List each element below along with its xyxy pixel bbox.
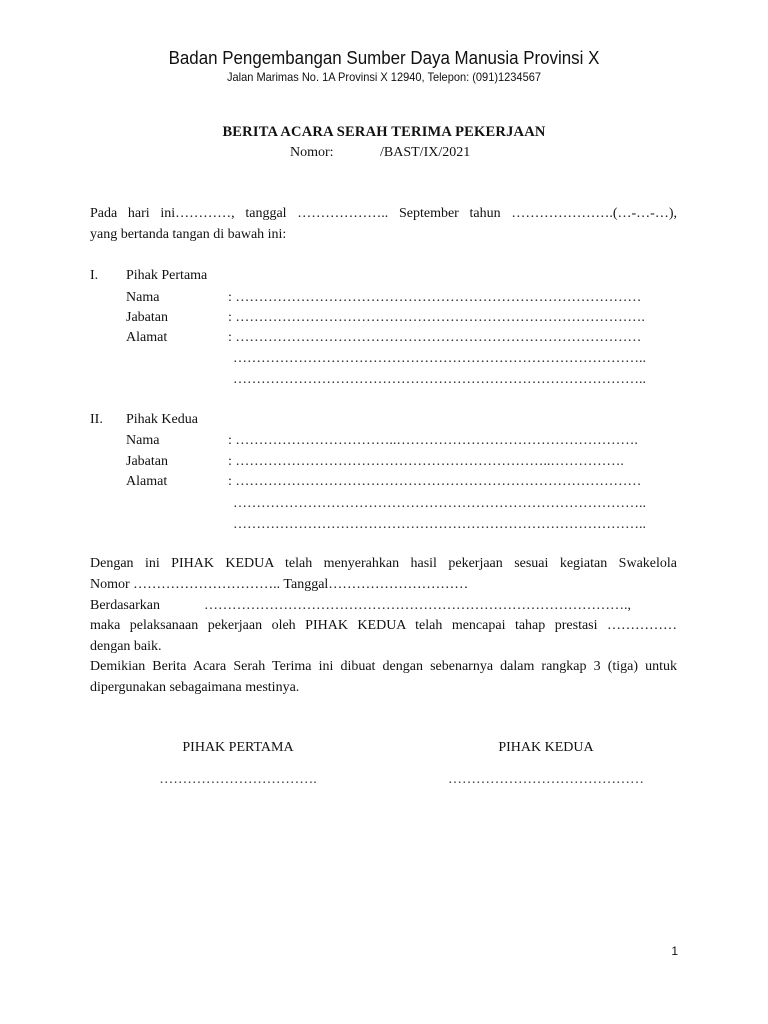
body-line: Nomor ………………………….. Tanggal…………………………	[90, 577, 469, 592]
document-number-value: /BAST/IX/2021	[380, 145, 471, 160]
document-title: BERITA ACARA SERAH TERIMA PEKERJAAN	[222, 124, 546, 140]
party1-address-label: Alamat	[126, 330, 168, 345]
body-line-label: Berdasarkan	[90, 598, 160, 613]
intro-line: Pada hari ini…………, tanggal ……………….. September tahun ………………….(…-…-…),	[90, 206, 677, 221]
party2-address-extra: ……………………………………………………………………………..	[233, 517, 646, 532]
signature-label-first-party: PIHAK PERTAMA	[182, 740, 294, 755]
body-line: maka pelaksanaan pekerjaan oleh PIHAK KEDUA telah mencapai tahap prestasi ……………	[90, 618, 677, 633]
party1-numeral: I.	[90, 268, 99, 283]
organization-address: Jalan Marimas No. 1A Provinsi X 12940, Telepon: (091)1234567	[226, 70, 542, 84]
party2-numeral: II.	[90, 412, 103, 427]
party1-address-dots: : ……………………………………………………………………………	[228, 330, 642, 345]
party2-address-dots: : ……………………………………………………………………………	[228, 474, 642, 489]
party2-position-dots: : …………………………………………………………..…………….	[228, 454, 624, 469]
party2-address-label: Alamat	[126, 474, 168, 489]
party2-name-dots: : ……………………………..…………………………………………….	[228, 433, 638, 448]
signature-line-second-party: ……………………………………	[448, 772, 644, 787]
party1-name-dots: : ……………………………………………………………………………	[228, 290, 642, 305]
party1-position-dots: : …………………………………………………………………………….	[228, 310, 645, 325]
organization-name: Badan Pengembangan Sumber Daya Manusia Provinsi X	[168, 48, 600, 68]
intro-line: yang bertanda tangan di bawah ini:	[90, 227, 287, 242]
signature-line-first-party: …………………………….	[159, 772, 317, 787]
body-line: dengan baik.	[90, 639, 162, 654]
party2-address-extra: ……………………………………………………………………………..	[233, 496, 646, 511]
body-line: Dengan ini PIHAK KEDUA telah menyerahkan hasil pekerjaan sesuai kegiatan Swakelola	[90, 556, 677, 571]
party2-position-label: Jabatan	[126, 454, 168, 469]
body-line-dots: ……………………………………………………………………………….,	[204, 598, 631, 613]
party1-address-extra: ……………………………………………………………………………..	[233, 372, 646, 387]
party1-address-extra: ……………………………………………………………………………..	[233, 351, 646, 366]
document-number-label: Nomor:	[290, 145, 334, 160]
page-number: 1	[671, 944, 678, 958]
party1-position-label: Jabatan	[126, 310, 168, 325]
body-line: Demikian Berita Acara Serah Terima ini dibuat dengan sebenarnya dalam rangkap 3 (tiga) untuk	[90, 659, 677, 674]
party2-name-label: Nama	[126, 433, 160, 448]
party1-title: Pihak Pertama	[126, 268, 208, 283]
party1-name-label: Nama	[126, 290, 160, 305]
signature-label-second-party: PIHAK KEDUA	[498, 740, 594, 755]
party2-title: Pihak Kedua	[126, 412, 198, 427]
document-number	[290, 145, 471, 161]
body-line: dipergunakan sebagaimana mestinya.	[90, 680, 300, 695]
